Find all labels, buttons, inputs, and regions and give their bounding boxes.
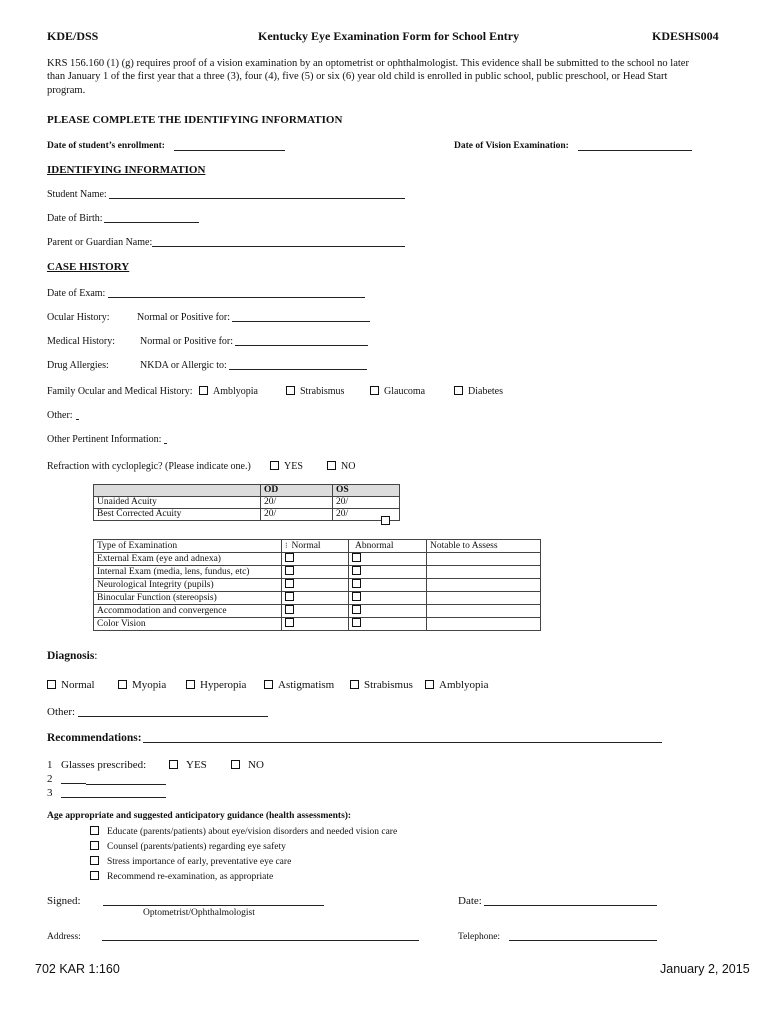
table-header-cell: Notable to Assess: [427, 540, 541, 553]
guidance-item-label: Educate (parents/patients) about eye/vision disorders and needed vision care: [107, 827, 398, 837]
checkbox-icon[interactable]: [370, 386, 379, 395]
guidance-heading: Age appropriate and suggested anticipatory guidance (health assessments):: [47, 811, 352, 821]
table-header-cell: Abnormal: [349, 540, 427, 553]
checkbox-icon[interactable]: [199, 386, 208, 395]
family-option-label: Diabetes: [468, 386, 503, 397]
checkbox-icon[interactable]: [186, 680, 195, 689]
checkbox-icon[interactable]: [454, 386, 463, 395]
table-cell: Internal Exam (media, lens, fundus, etc): [94, 566, 282, 579]
telephone-field[interactable]: [509, 940, 657, 941]
table-cell: [282, 566, 349, 579]
table-row: [94, 497, 400, 509]
guidance-item[interactable]: [90, 826, 397, 837]
medical-history-label: Medical History:: [47, 336, 116, 347]
recommendations-field[interactable]: [143, 742, 662, 743]
intro-line-1: KRS 156.160 (1) (g) requires proof of a vision examination by an optometrist or ophthalmologist. This evidence shall be submitted to the school no later: [47, 58, 689, 69]
checkbox-icon[interactable]: [381, 516, 390, 525]
checkbox-icon[interactable]: [285, 618, 294, 627]
signed-label: Signed:: [47, 895, 81, 907]
table-cell: [427, 553, 541, 566]
table-header-cell: OS: [333, 485, 400, 497]
checkbox-icon[interactable]: [270, 461, 279, 470]
recommendations-heading: Recommendations:: [47, 732, 142, 744]
exam-type-table: [93, 539, 541, 631]
diagnosis-option-label: Amblyopia: [439, 679, 489, 691]
address-label: Address:: [47, 932, 81, 942]
diagnosis-other-field[interactable]: [78, 716, 268, 717]
table-cell: Neurological Integrity (pupils): [94, 579, 282, 592]
table-cell: [349, 605, 427, 618]
table-row: [94, 605, 541, 618]
ocular-history-label: Ocular History:: [47, 312, 110, 323]
diagnosis-option-label: Astigmatism: [278, 679, 335, 691]
checkbox-icon[interactable]: [90, 856, 99, 865]
checkbox-icon[interactable]: [90, 826, 99, 835]
table-cell[interactable]: 20/: [261, 509, 333, 521]
case-history-heading: CASE HISTORY: [47, 261, 130, 273]
enrollment-date-field[interactable]: [174, 150, 285, 151]
family-option-label: Strabismus: [300, 386, 345, 397]
table-header-cell: Type of Examination: [94, 540, 282, 553]
checkbox-icon[interactable]: [285, 553, 294, 562]
glasses-no-label: NO: [248, 759, 264, 771]
diagnosis-other-label: Other:: [47, 706, 76, 718]
family-option-label: Amblyopia: [213, 386, 258, 397]
guidance-item[interactable]: [90, 841, 286, 852]
table-header-cell: ⁝ Normal: [282, 540, 349, 553]
family-option-amblyopia[interactable]: [199, 386, 258, 397]
table-cell: [349, 579, 427, 592]
guidance-item-label: Stress importance of early, preventative eye care: [107, 857, 292, 867]
other-label: Other:: [47, 410, 73, 421]
diagnosis-option-astigmatism[interactable]: [264, 679, 334, 691]
table-header-cell: OD: [261, 485, 333, 497]
checkbox-icon[interactable]: [327, 461, 336, 470]
checkbox-icon[interactable]: [352, 592, 361, 601]
diagnosis-option-normal[interactable]: [47, 679, 95, 691]
form-title: Kentucky Eye Examination Form for School Entry: [258, 29, 520, 43]
date-of-exam-label: Date of Exam:: [47, 288, 106, 299]
guidance-item[interactable]: [90, 856, 291, 867]
refraction-no[interactable]: [327, 461, 355, 472]
table-cell: [282, 605, 349, 618]
diagnosis-option-amblyopia[interactable]: [425, 679, 489, 691]
other-pertinent-field[interactable]: [164, 443, 167, 444]
table-row: [94, 566, 541, 579]
table-cell: Best Corrected Acuity: [94, 509, 261, 521]
table-cell: [282, 553, 349, 566]
footer-date: January 2, 2015: [660, 962, 750, 976]
dob-label: Date of Birth:: [47, 213, 103, 224]
checkbox-icon[interactable]: [264, 680, 273, 689]
table-row: [94, 618, 541, 631]
checkbox-icon[interactable]: [285, 605, 294, 614]
recommendation-number: 3: [47, 787, 53, 799]
refraction-yes[interactable]: [270, 461, 303, 472]
signer-role-label: Optometrist/Ophthalmologist: [143, 908, 255, 918]
table-cell[interactable]: 20/: [261, 497, 333, 509]
student-name-label: Student Name:: [47, 189, 107, 200]
table-cell: [349, 566, 427, 579]
family-option-diabetes[interactable]: [454, 386, 503, 397]
guardian-field[interactable]: [152, 246, 405, 247]
table-cell: [427, 618, 541, 631]
table-cell: [282, 579, 349, 592]
drug-allergies-sublabel: NKDA or Allergic to:: [140, 360, 227, 371]
table-row: [94, 553, 541, 566]
refraction-no-label: NO: [341, 461, 356, 472]
checkbox-icon[interactable]: [118, 680, 127, 689]
diagnosis-option-myopia[interactable]: [118, 679, 166, 691]
recommendation-3-field[interactable]: [61, 797, 166, 798]
table-cell: Color Vision: [94, 618, 282, 631]
diagnosis-heading: Diagnosis:: [47, 650, 98, 662]
table-cell: Accommodation and convergence: [94, 605, 282, 618]
table-cell[interactable]: 20/: [333, 509, 400, 521]
diagnosis-option-strabismus[interactable]: [350, 679, 413, 691]
checkbox-icon[interactable]: [90, 871, 99, 880]
checkbox-icon[interactable]: [352, 618, 361, 627]
date-of-exam-field[interactable]: [108, 297, 365, 298]
table-cell: [427, 566, 541, 579]
table-cell[interactable]: 20/: [333, 497, 400, 509]
checkbox-icon[interactable]: [47, 680, 56, 689]
recommendation-2-field-extra[interactable]: [86, 784, 166, 785]
ocular-history-field[interactable]: [232, 321, 370, 322]
guidance-item[interactable]: [90, 871, 273, 882]
vision-exam-date-field[interactable]: [578, 150, 692, 151]
table-cell: [349, 553, 427, 566]
instructions-heading: PLEASE COMPLETE THE IDENTIFYING INFORMATION: [47, 114, 343, 126]
glasses-no[interactable]: [231, 759, 264, 771]
other-pertinent-label: Other Pertinent Information:: [47, 434, 162, 445]
ocular-history-sublabel: Normal or Positive for:: [137, 312, 231, 323]
intro-line-2: than January 1 of the first year that a three (3), four (4), five (5) or six (6) year old child is enrolled in public school, public preschool, or Head Start: [47, 71, 668, 82]
family-option-glaucoma[interactable]: [370, 386, 425, 397]
form-code: KDESHS004: [652, 29, 719, 43]
checkbox-icon[interactable]: [285, 579, 294, 588]
checkbox-icon[interactable]: [231, 760, 240, 769]
table-cell: [282, 592, 349, 605]
acuity-table: [93, 484, 400, 521]
family-history-label: Family Ocular and Medical History:: [47, 386, 193, 397]
glasses-yes[interactable]: [169, 759, 207, 771]
enrollment-label: Date of student’s enrollment:: [47, 141, 165, 151]
form-agency: KDE/DSS: [47, 29, 99, 43]
vision-exam-date-label: Date of Vision Examination:: [454, 141, 569, 151]
table-cell: [427, 579, 541, 592]
checkbox-icon[interactable]: [285, 566, 294, 575]
student-name-field[interactable]: [109, 198, 405, 199]
checkbox-icon[interactable]: [352, 553, 361, 562]
table-cell: Binocular Function (stereopsis): [94, 592, 282, 605]
guidance-item-label: Recommend re-examination, as appropriate: [107, 872, 274, 882]
table-cell: [427, 605, 541, 618]
table-row: [94, 592, 541, 605]
signature-field[interactable]: [103, 905, 324, 906]
telephone-label: Telephone:: [458, 932, 501, 942]
table-cell: Unaided Acuity: [94, 497, 261, 509]
refraction-label: Refraction with cycloplegic? (Please indicate one.): [47, 461, 251, 472]
guardian-label: Parent or Guardian Name:: [47, 237, 153, 248]
diagnosis-option-label: Normal: [61, 679, 95, 691]
recommendation-number: 1: [47, 759, 53, 771]
table-row: [94, 579, 541, 592]
guidance-item-label: Counsel (parents/patients) regarding eye safety: [107, 842, 286, 852]
diagnosis-option-label: Strabismus: [364, 679, 413, 691]
other-field[interactable]: [76, 419, 79, 420]
recommendation-2-field[interactable]: [61, 783, 86, 784]
diagnosis-option-label: Myopia: [132, 679, 167, 691]
checkbox-icon[interactable]: [285, 592, 294, 601]
table-cell: [427, 592, 541, 605]
table-row: [94, 509, 400, 521]
table-header-cell: [94, 485, 261, 497]
address-field[interactable]: [102, 940, 419, 941]
checkbox-icon[interactable]: [350, 680, 359, 689]
checkbox-icon[interactable]: [90, 841, 99, 850]
diagnosis-option-hyperopia[interactable]: [186, 679, 246, 691]
footer-regulation: 702 KAR 1:160: [35, 962, 120, 976]
diagnosis-option-label: Hyperopia: [200, 679, 247, 691]
glasses-prescribed-label: Glasses prescribed:: [61, 759, 147, 771]
table-cell: [282, 618, 349, 631]
checkbox-icon[interactable]: [352, 605, 361, 614]
table-header-row: [94, 540, 541, 553]
dob-field[interactable]: [104, 222, 199, 223]
refraction-yes-label: YES: [284, 461, 303, 472]
signature-date-field[interactable]: [484, 905, 657, 906]
table-cell: [349, 618, 427, 631]
table-cell: [349, 592, 427, 605]
family-option-strabismus[interactable]: [286, 386, 344, 397]
family-option-label: Glaucoma: [384, 386, 426, 397]
checkbox-icon[interactable]: [352, 566, 361, 575]
table-cell: External Exam (eye and adnexa): [94, 553, 282, 566]
intro-line-3: program.: [47, 85, 86, 96]
identifying-heading: IDENTIFYING INFORMATION: [47, 164, 206, 176]
checkbox-icon[interactable]: [169, 760, 178, 769]
drug-allergies-label: Drug Allergies:: [47, 360, 109, 371]
drug-allergies-field[interactable]: [229, 369, 367, 370]
checkbox-icon[interactable]: [352, 579, 361, 588]
medical-history-sublabel: Normal or Positive for:: [140, 336, 234, 347]
table-header-row: [94, 485, 400, 497]
checkbox-icon[interactable]: [286, 386, 295, 395]
checkbox-icon[interactable]: [425, 680, 434, 689]
signature-date-label: Date:: [458, 895, 482, 907]
recommendation-number: 2: [47, 773, 53, 785]
medical-history-field[interactable]: [235, 345, 368, 346]
glasses-yes-label: YES: [186, 759, 207, 771]
